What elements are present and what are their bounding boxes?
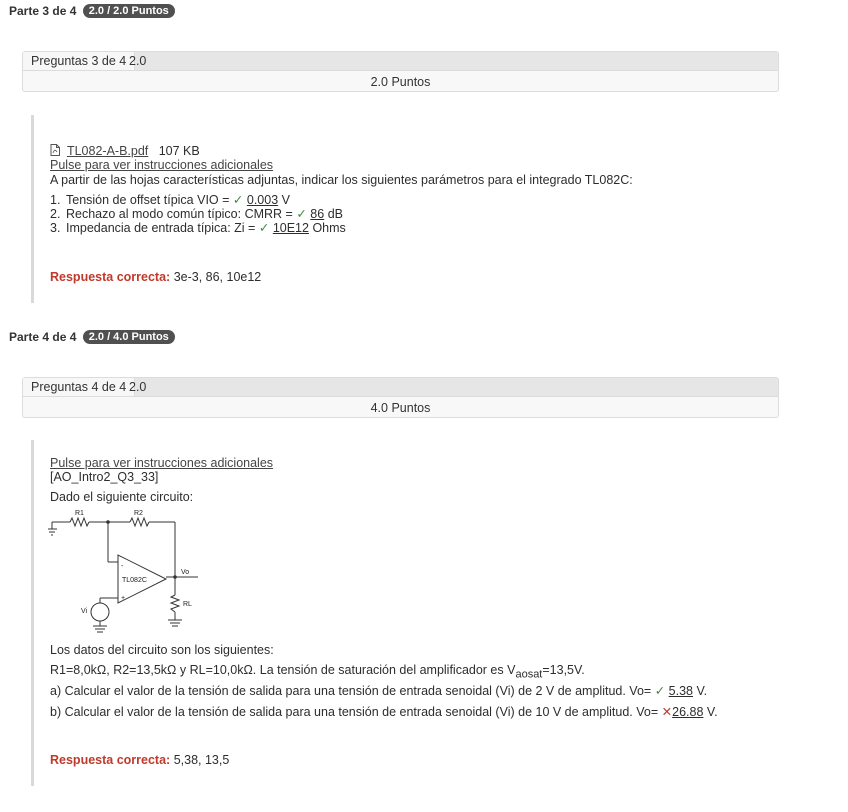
cross-icon: ✕ [661,705,673,719]
answer-a: 5.38 [668,684,693,698]
part3-title: Parte 3 de 4 [9,4,77,18]
part4-intro: Dado el siguiente circuito: [50,490,194,504]
part4-question-value: 2.0 [129,380,147,394]
part3-question-label: Preguntas 3 de 4 [23,52,135,70]
part3-item-1: 1. Tensión de offset típica VIO = ✓ 0.003 V [50,193,290,207]
part4-points: 4.0 Puntos [370,401,431,415]
answer-zi: 10E12 [272,221,309,235]
answer-b: 26.88 [672,705,704,719]
label-rl: RL [183,601,192,608]
part3-question-value: 2.0 [129,54,147,68]
label-vi: Vi [81,608,88,615]
part3-heading [9,4,175,18]
part4-question-box [22,377,779,418]
circuit-diagram [48,505,218,640]
part3-item-2: 2. Rechazo al modo común típico: CMRR = ✓ 86 dB [50,207,343,221]
svg-text:-: - [121,563,124,570]
part4-question-b: b) Calcular el valor de la tensión de salida para una tensión de entrada senoidal (Vi) de 10 V de amplitud. Vo= ✕26.88 V. [50,705,718,719]
part4-instructions-link[interactable]: Pulse para ver instrucciones adicionales [50,456,274,470]
part4-data-heading: Los datos del circuito son los siguientes: [50,643,274,657]
label-vo: Vo [181,569,190,576]
attachment-size: 107 KB [158,144,200,158]
svg-text:+: + [121,595,126,602]
part3-item-3: 3. Impedancia de entrada típica: Zi = ✓ 10E12 Ohms [50,221,346,235]
part4-question-a: a) Calcular el valor de la tensión de salida para una tensión de entrada senoidal (Vi) de 2 V de amplitud. Vo= ✓ 5.38 V. [50,684,708,698]
part4-title: Parte 4 de 4 [9,330,77,344]
part3-score-badge: 2.0 / 2.0 Puntos [83,4,175,18]
part4-question-label: Preguntas 4 de 4 [23,378,135,396]
part4-correct-answer [50,753,229,768]
correct-label: Respuesta correcta: [50,753,171,767]
label-r1: R1 [75,510,84,517]
part3-prompt: A partir de las hojas características adjuntas, indicar los siguientes parámetros para el integrado TL082C: [50,173,633,187]
answer-cmrr: 86 [310,207,325,221]
check-icon: ✓ [296,207,307,221]
part4-data-line: R1=8,0kΩ, R2=13,5kΩ y RL=10,0kΩ. La tensión de saturación del amplificador es $V_{aosat}=13,5V$. [50,663,585,681]
answer-vio: 0.003 [246,193,279,207]
check-icon: ✓ [258,221,270,235]
part3-left-bar [31,115,34,303]
part3-attachment [50,144,200,159]
part3-correct-answer [50,270,261,285]
part4-question-code: [AO_Intro2_Q3_33] [50,470,159,484]
correct-value: 3e-3, 86, 10e12 [173,270,262,284]
part4-left-bar [31,440,34,786]
part3-points: 2.0 Puntos [370,75,431,89]
part4-score-badge: 2.0 / 4.0 Puntos [83,330,175,344]
correct-label: Respuesta correcta: [50,270,171,284]
part3-instructions-link[interactable]: Pulse para ver instrucciones adicionales [50,158,274,172]
correct-value: 5,38, 13,5 [173,753,230,767]
attachment-link[interactable]: TL082-A-B.pdf [66,144,149,158]
part4-heading [9,330,175,344]
check-icon: ✓ [654,684,666,698]
pdf-file-icon [50,144,63,158]
label-chip: TL082C [122,577,147,584]
label-r2: R2 [134,510,143,517]
part3-question-box [22,51,779,92]
check-icon: ✓ [232,193,244,207]
